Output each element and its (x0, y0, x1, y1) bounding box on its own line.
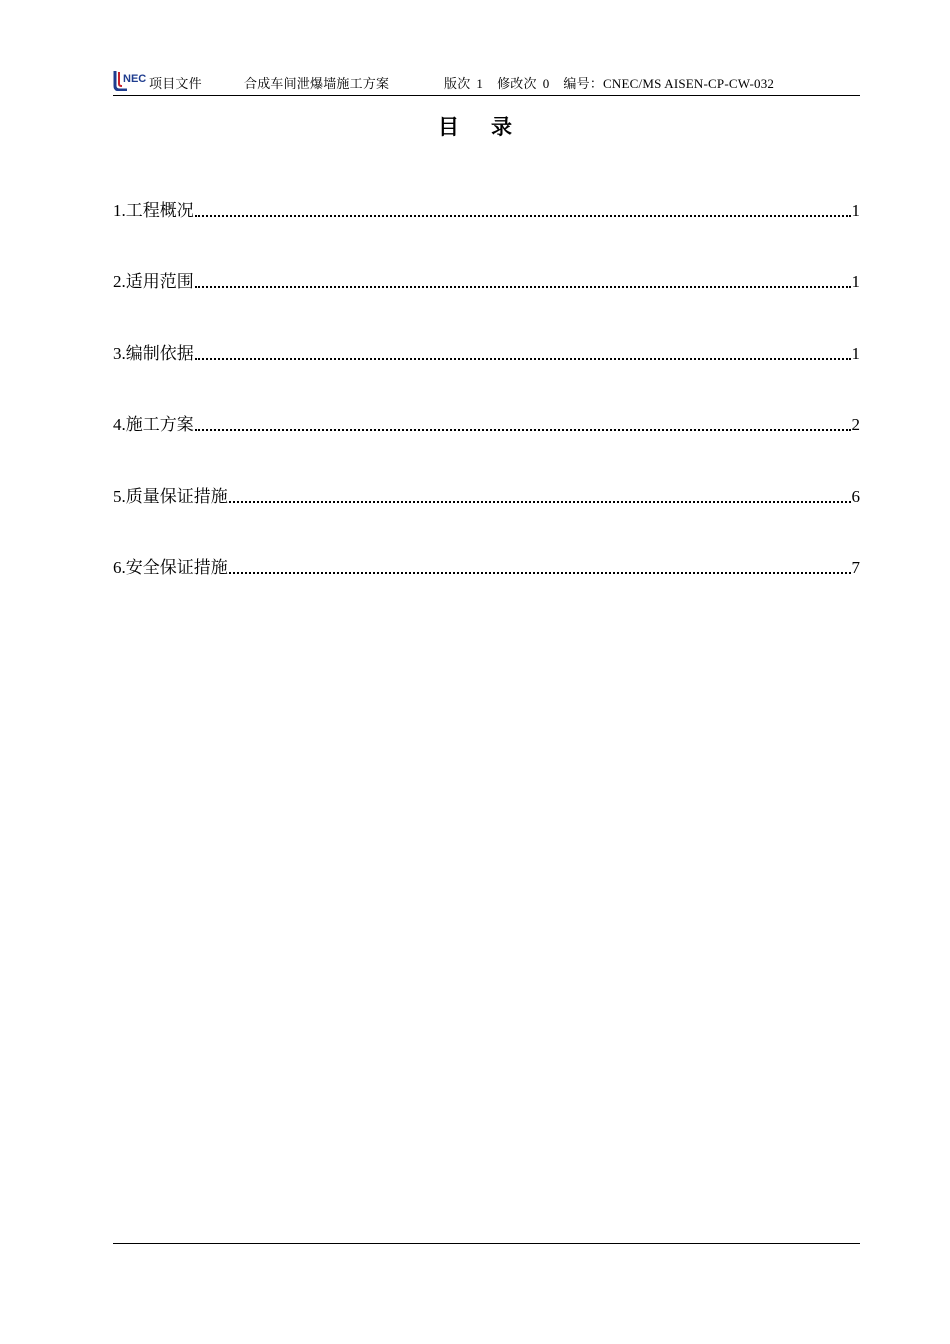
toc-entry[interactable] (113, 486, 860, 508)
cnec-logo (113, 69, 151, 91)
toc-leader (229, 572, 851, 574)
revision-label: 修改次 (497, 76, 537, 91)
toc-entry[interactable] (113, 557, 860, 579)
toc-entry-page: 1 (851, 343, 860, 363)
toc-entry-label: 5.质量保证措施 (113, 486, 228, 506)
svg-text:NEC: NEC (123, 73, 147, 85)
toc-leader (229, 501, 851, 503)
toc-entry-label: 6.安全保证措施 (113, 557, 228, 577)
title-char-2: 录 (491, 115, 512, 139)
toc-entry-label: 3.编制依据 (113, 343, 194, 363)
page-title (0, 111, 950, 141)
edition-label: 版次 (444, 76, 471, 91)
toc-entry[interactable] (113, 343, 860, 365)
page-header (113, 66, 860, 96)
header-doc-type: 项目文件 (149, 76, 202, 91)
toc-entry-page: 6 (851, 486, 860, 506)
toc-entry-label: 1.工程概况 (113, 201, 194, 220)
revision-value: 0 (542, 76, 550, 91)
toc-leader (195, 358, 851, 360)
table-of-contents (113, 200, 860, 628)
toc-entry-page: 2 (851, 415, 860, 435)
header-meta (444, 76, 774, 92)
toc-entry-label: 4.施工方案 (113, 415, 194, 435)
toc-leader (195, 286, 851, 288)
title-char-1: 目 (438, 115, 459, 139)
toc-entry-page: 1 (851, 201, 860, 220)
toc-entry[interactable] (113, 200, 860, 222)
toc-entry[interactable] (113, 414, 860, 436)
toc-entry-page: 7 (851, 557, 860, 577)
number-value: CNEC/MS AISEN-CP-CW-032 (603, 76, 775, 91)
toc-leader (195, 429, 851, 431)
toc-leader (195, 215, 851, 217)
number-label: 编号： (563, 76, 604, 91)
toc-entry-label: 2.适用范围 (113, 272, 194, 292)
toc-entry[interactable] (113, 271, 860, 293)
toc-entry-page: 1 (851, 272, 860, 292)
footer-rule (113, 1243, 860, 1244)
edition-value: 1 (476, 76, 484, 91)
header-project-name: 合成车间泄爆墙施工方案 (244, 76, 390, 91)
